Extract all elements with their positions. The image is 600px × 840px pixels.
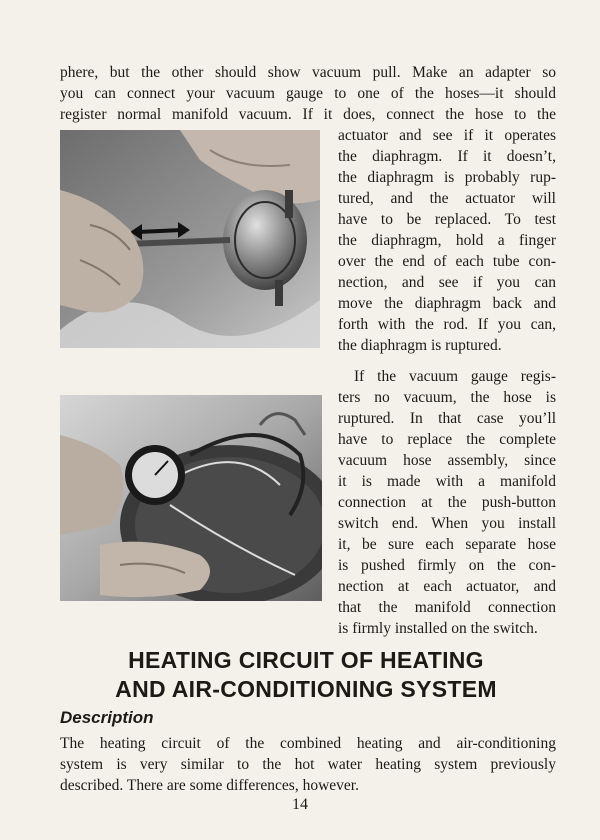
text-line: register normal manifold vacuum. If it does, connect the hose to the xyxy=(60,106,556,123)
text-line: nection at each actuator, and xyxy=(338,578,556,595)
text-line: it is made with a manifold xyxy=(338,473,556,490)
text-line: move the diaphragm back and xyxy=(338,295,556,312)
intro-paragraph xyxy=(60,62,556,125)
actuator-photo xyxy=(60,130,320,348)
text-line: have to replace the complete xyxy=(338,431,556,448)
vacuum-gauge-photo xyxy=(60,395,322,601)
text-line: actuator and see if it operates xyxy=(338,127,556,144)
actuator-photo-illustration xyxy=(60,130,320,348)
page-number: 14 xyxy=(292,796,308,813)
section-heading-line: HEATING CIRCUIT OF HEATING xyxy=(128,647,484,673)
text-line: it, be sure each separate hose xyxy=(338,536,556,553)
text-line: ters no vacuum, the hose is xyxy=(338,389,556,406)
subsection-title: Description xyxy=(60,708,154,727)
section-heading-line: AND AIR-CONDITIONING SYSTEM xyxy=(115,676,497,702)
text-line: the diaphragm is probably rup- xyxy=(338,169,556,186)
text-line: tured, and the actuator will xyxy=(338,190,556,207)
text-line: over the end of each tube con- xyxy=(338,253,556,270)
text-line: switch end. When you install xyxy=(338,515,556,532)
text-line: phere, but the other should show vacuum pull. Make an adapter so xyxy=(60,64,556,81)
text-line: nection, and see if you can xyxy=(338,274,556,291)
text-line: vacuum hose assembly, since xyxy=(338,452,556,469)
text-line: have to be replaced. To test xyxy=(338,211,556,228)
text-line: ruptured. In that case you’ll xyxy=(338,410,556,427)
text-line: that the manifold connection xyxy=(338,599,556,616)
text-line: connection at the push-button xyxy=(338,494,556,511)
text-line: system is very similar to the hot water heating system previously xyxy=(60,756,556,773)
text-line: If the vacuum gauge regis- xyxy=(354,368,556,385)
text-line: the diaphragm, hold a finger xyxy=(338,232,556,249)
text-line: is pushed firmly on the con- xyxy=(338,557,556,574)
text-line: forth with the rod. If you can, xyxy=(338,316,556,333)
description-paragraph xyxy=(60,733,556,796)
text-line: the diaphragm. If it doesn’t, xyxy=(338,148,556,165)
text-line: is firmly installed on the switch. xyxy=(338,620,538,637)
text-line: The heating circuit of the combined heating and air-conditioning xyxy=(60,735,556,752)
text-line: described. There are some differences, however. xyxy=(60,777,359,794)
text-line: the diaphragm is ruptured. xyxy=(338,337,502,354)
actuator-paragraph xyxy=(338,125,556,356)
vacuum-gauge-photo-illustration xyxy=(60,395,322,601)
text-line: you can connect your vacuum gauge to one of the hoses—it should xyxy=(60,85,556,102)
section-heading xyxy=(60,646,552,704)
hose-paragraph xyxy=(338,366,556,639)
